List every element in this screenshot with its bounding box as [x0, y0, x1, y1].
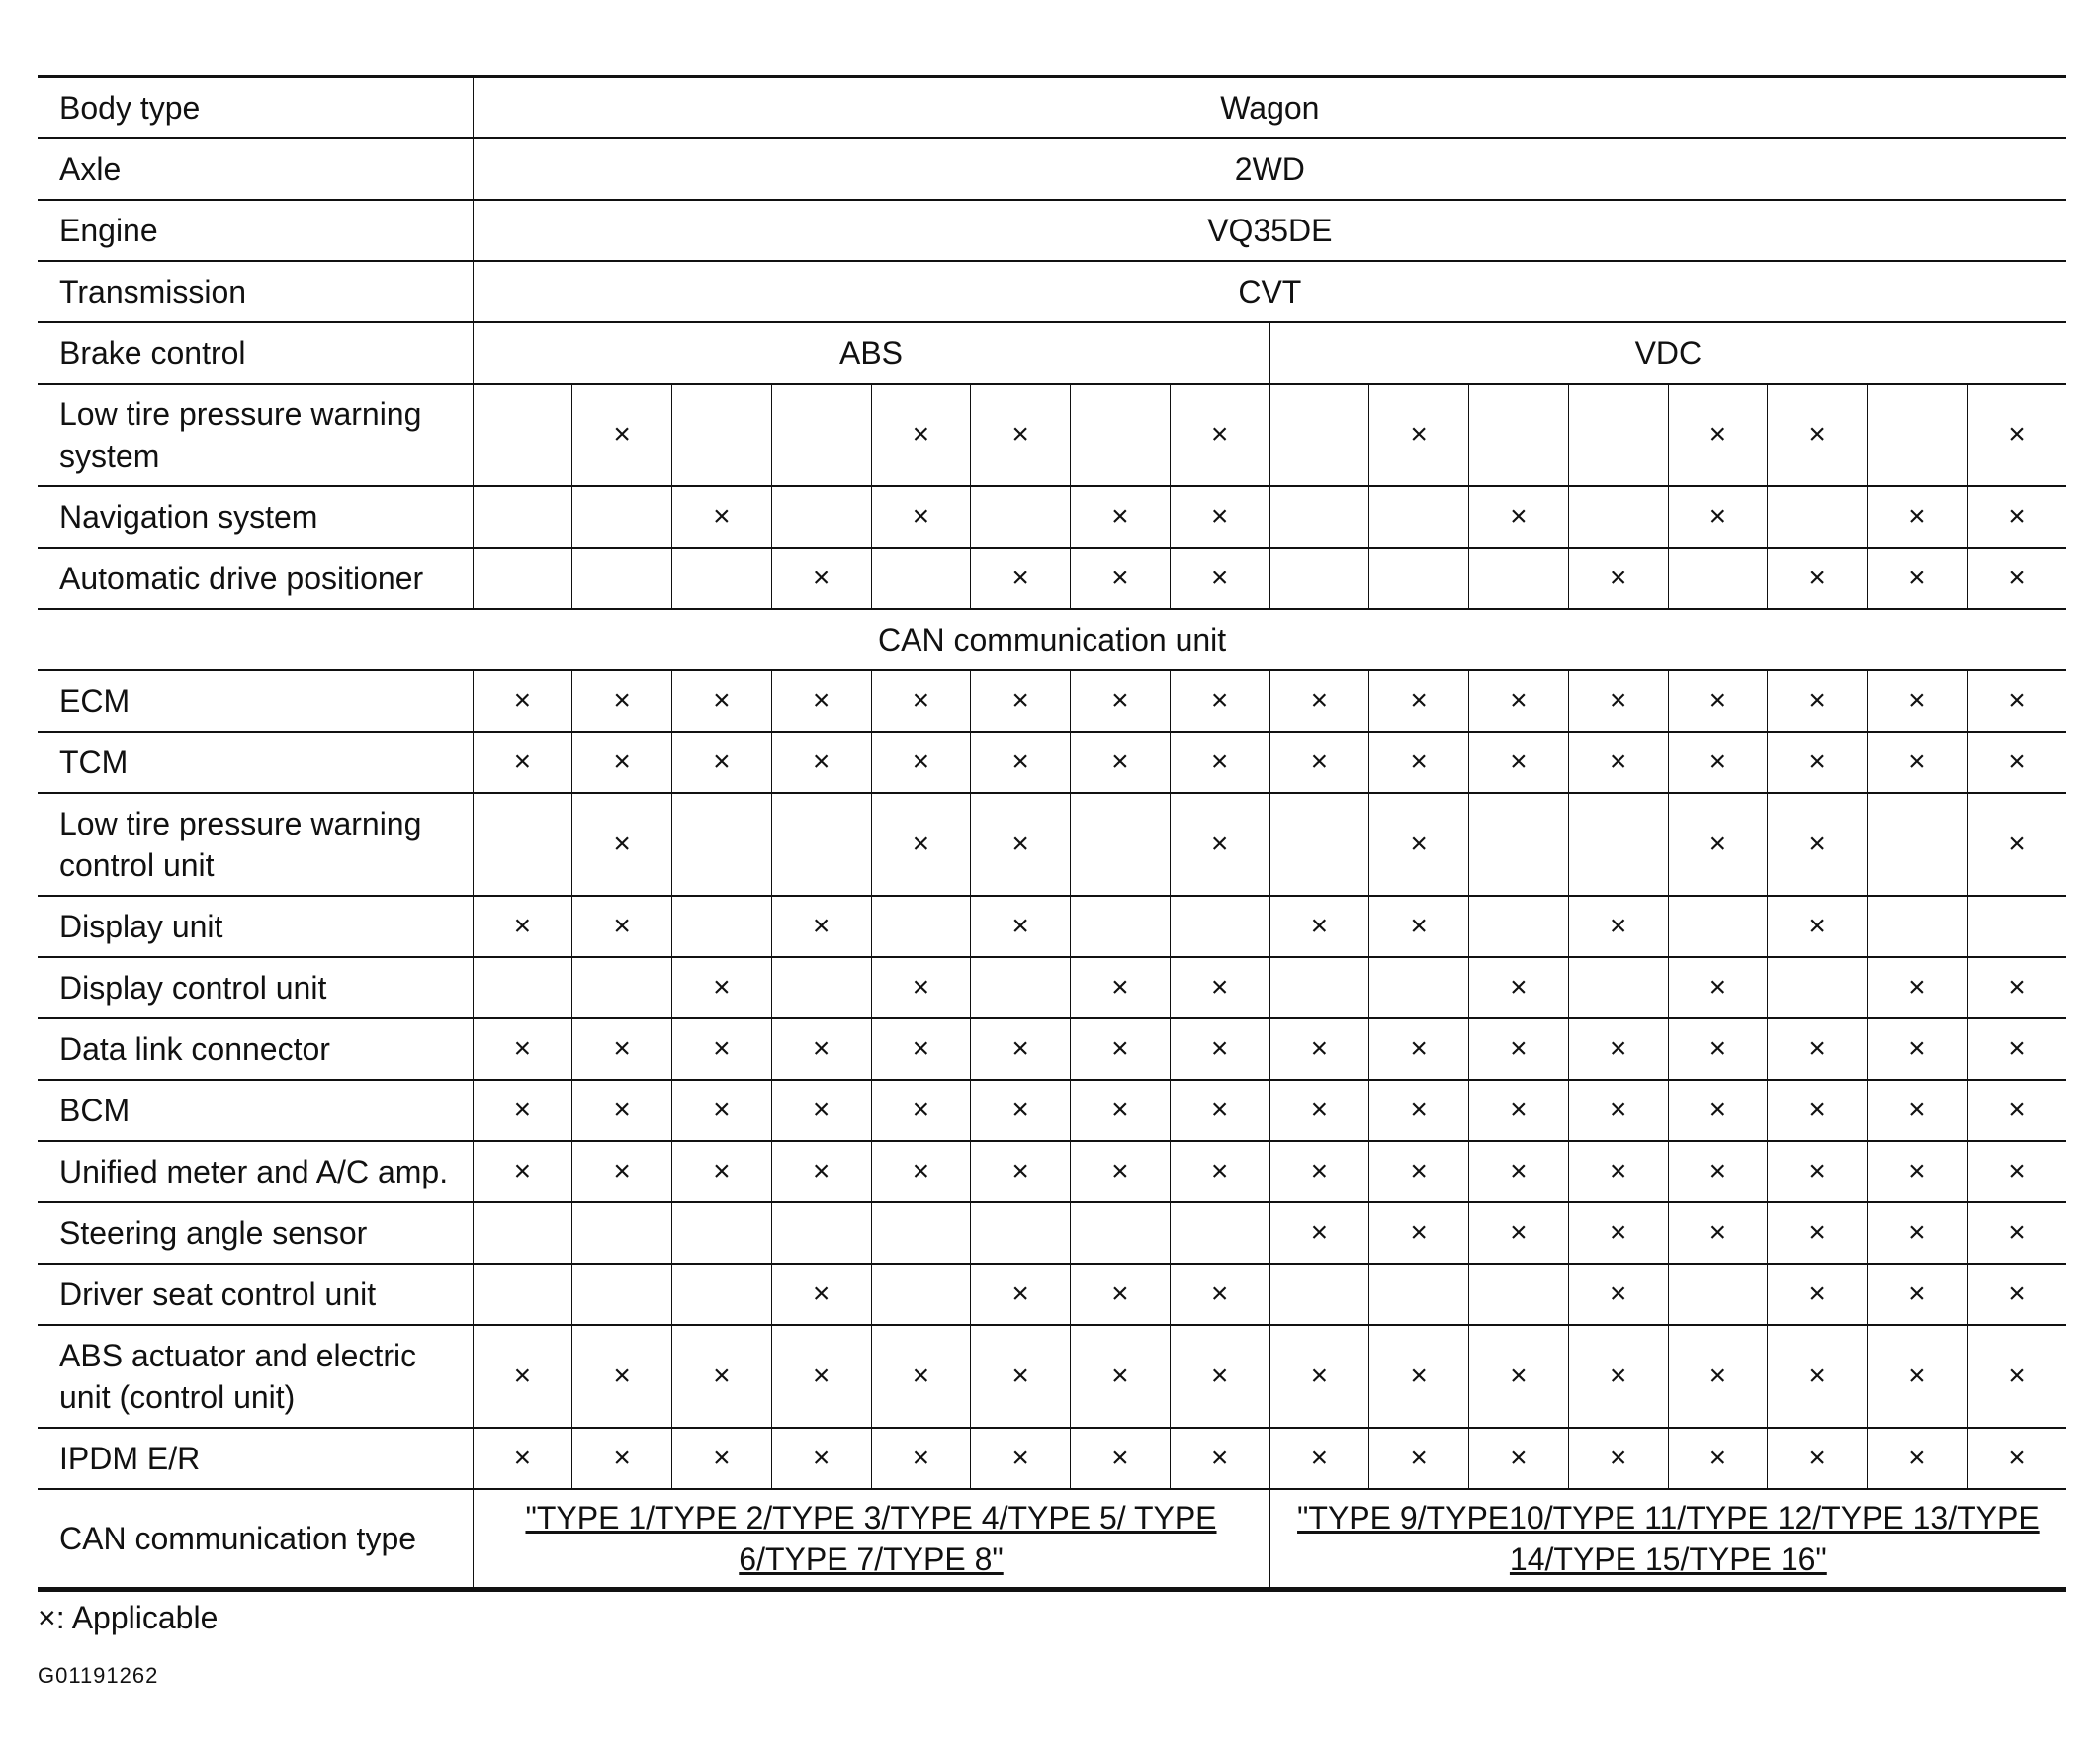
mark-cell: × [1967, 1018, 2066, 1080]
label-automatic-drive-positioner: Automatic drive positioner [38, 548, 473, 609]
mark-cell [1568, 793, 1668, 896]
mark-cell: × [1668, 1202, 1768, 1264]
mark-cell: × [1768, 1018, 1868, 1080]
mark-cell: × [1170, 957, 1269, 1018]
mark-cell: × [771, 548, 871, 609]
mark-cell: × [1868, 1018, 1968, 1080]
mark-cell [1269, 793, 1369, 896]
mark-cell: × [1269, 896, 1369, 957]
mark-cell [971, 957, 1071, 1018]
mark-cell: × [1170, 1080, 1269, 1141]
mark-cell: × [1369, 384, 1469, 486]
mark-cell: × [1967, 793, 2066, 896]
row-low-tire-pressure-warning-control-unit [38, 793, 2066, 896]
mark-cell: × [1170, 1141, 1269, 1202]
mark-cell: × [672, 1428, 772, 1489]
mark-cell: × [1568, 1325, 1668, 1428]
mark-cell: × [1568, 1141, 1668, 1202]
mark-cell: × [1668, 1018, 1768, 1080]
mark-cell: × [1469, 486, 1569, 548]
can-type-vdc-link[interactable]: "TYPE 9/TYPE10/TYPE 11/TYPE 12/TYPE 13/TYPE 14/TYPE 15/TYPE 16" [1269, 1489, 2066, 1590]
mark-cell: × [771, 1428, 871, 1489]
mark-cell: × [1868, 1264, 1968, 1325]
row-data-link-connector [38, 1018, 2066, 1080]
mark-cell [871, 548, 971, 609]
mark-cell: × [572, 1080, 672, 1141]
mark-cell [473, 793, 572, 896]
mark-cell: × [1568, 1428, 1668, 1489]
mark-cell: × [672, 670, 772, 732]
label-tcm: TCM [38, 732, 473, 793]
mark-cell: × [1369, 1141, 1469, 1202]
mark-cell: × [871, 1080, 971, 1141]
mark-cell [572, 1264, 672, 1325]
can-type-abs-link[interactable]: "TYPE 1/TYPE 2/TYPE 3/TYPE 4/TYPE 5/ TYPE 6/TYPE 7/TYPE 8" [473, 1489, 1269, 1590]
mark-cell: × [1768, 793, 1868, 896]
mark-cell [771, 957, 871, 1018]
mark-cell: × [1369, 732, 1469, 793]
mark-cell: × [1868, 670, 1968, 732]
mark-cell: × [1768, 1428, 1868, 1489]
mark-cell [1170, 1202, 1269, 1264]
mark-cell [473, 957, 572, 1018]
mark-cell: × [1071, 1264, 1171, 1325]
value-axle: 2WD [473, 138, 2066, 200]
mark-cell [1469, 896, 1569, 957]
label-bcm: BCM [38, 1080, 473, 1141]
mark-cell [771, 793, 871, 896]
row-abs-actuator-and-electric-unit-control-unit [38, 1325, 2066, 1428]
mark-cell: × [1568, 1080, 1668, 1141]
mark-cell: × [1768, 1202, 1868, 1264]
mark-cell [473, 1264, 572, 1325]
label-display-unit: Display unit [38, 896, 473, 957]
mark-cell: × [771, 896, 871, 957]
label-low-tire-pressure-warning-system: Low tire pressure warning system [38, 384, 473, 486]
mark-cell: × [971, 1428, 1071, 1489]
mark-cell: × [1568, 548, 1668, 609]
mark-cell: × [572, 1428, 672, 1489]
label-ecm: ECM [38, 670, 473, 732]
mark-cell [672, 793, 772, 896]
mark-cell: × [1768, 732, 1868, 793]
mark-cell: × [672, 1080, 772, 1141]
label-axle: Axle [38, 138, 473, 200]
mark-cell [771, 384, 871, 486]
mark-cell [1369, 957, 1469, 1018]
spec-table-body [38, 77, 2066, 1590]
mark-cell: × [871, 1018, 971, 1080]
mark-cell: × [1469, 670, 1569, 732]
row-section-title [38, 609, 2066, 670]
mark-cell: × [1568, 732, 1668, 793]
mark-cell: × [572, 1141, 672, 1202]
mark-cell: × [473, 732, 572, 793]
mark-cell: × [1967, 384, 2066, 486]
mark-cell [1668, 896, 1768, 957]
mark-cell: × [871, 1428, 971, 1489]
row-display-control-unit [38, 957, 2066, 1018]
mark-cell: × [1269, 1202, 1369, 1264]
mark-cell [771, 486, 871, 548]
mark-cell: × [1269, 1018, 1369, 1080]
mark-cell [572, 548, 672, 609]
mark-cell [1269, 384, 1369, 486]
mark-cell [1469, 548, 1569, 609]
mark-cell: × [473, 1080, 572, 1141]
mark-cell: × [1469, 732, 1569, 793]
mark-cell [1071, 793, 1171, 896]
mark-cell: × [1269, 670, 1369, 732]
mark-cell [672, 896, 772, 957]
mark-cell: × [1868, 1080, 1968, 1141]
label-navigation-system: Navigation system [38, 486, 473, 548]
mark-cell: × [572, 670, 672, 732]
mark-cell: × [572, 732, 672, 793]
mark-cell: × [971, 1141, 1071, 1202]
mark-cell: × [1868, 486, 1968, 548]
mark-cell [1071, 1202, 1171, 1264]
mark-cell: × [1269, 1325, 1369, 1428]
mark-cell [871, 1202, 971, 1264]
mark-cell: × [1369, 793, 1469, 896]
mark-cell: × [871, 732, 971, 793]
mark-cell: × [1768, 1325, 1868, 1428]
mark-cell [871, 896, 971, 957]
mark-cell: × [1868, 548, 1968, 609]
mark-cell: × [473, 1325, 572, 1428]
mark-cell: × [473, 1141, 572, 1202]
mark-cell [971, 486, 1071, 548]
mark-cell [1469, 384, 1569, 486]
mark-cell [1369, 548, 1469, 609]
mark-cell [672, 548, 772, 609]
mark-cell: × [1071, 548, 1171, 609]
mark-cell: × [1170, 384, 1269, 486]
row-ipdm-e-r [38, 1428, 2066, 1489]
mark-cell: × [672, 1018, 772, 1080]
mark-cell: × [1668, 732, 1768, 793]
mark-cell: × [1071, 1018, 1171, 1080]
mark-cell: × [771, 670, 871, 732]
mark-cell: × [1868, 1141, 1968, 1202]
mark-cell: × [1469, 1325, 1569, 1428]
figure-id: G01191262 [38, 1663, 159, 1688]
mark-cell [473, 384, 572, 486]
mark-cell [1868, 384, 1968, 486]
label-low-tire-pressure-warning-control-unit: Low tire pressure warning control unit [38, 793, 473, 896]
row-engine [38, 200, 2066, 261]
label-abs-actuator-and-electric-unit-control-unit: ABS actuator and electric unit (control unit) [38, 1325, 473, 1428]
mark-cell: × [1967, 1141, 2066, 1202]
row-automatic-drive-positioner [38, 548, 2066, 609]
mark-cell: × [1768, 670, 1868, 732]
mark-cell: × [1071, 670, 1171, 732]
mark-cell: × [1668, 793, 1768, 896]
mark-cell: × [1568, 1202, 1668, 1264]
mark-cell [1269, 486, 1369, 548]
mark-cell: × [771, 1325, 871, 1428]
mark-cell [1071, 896, 1171, 957]
mark-cell: × [1868, 732, 1968, 793]
mark-cell [771, 1202, 871, 1264]
mark-cell: × [1170, 793, 1269, 896]
mark-cell: × [871, 793, 971, 896]
mark-cell: × [1369, 1018, 1469, 1080]
mark-cell: × [1868, 1202, 1968, 1264]
mark-cell: × [1071, 732, 1171, 793]
row-display-unit [38, 896, 2066, 957]
mark-cell: × [1170, 1428, 1269, 1489]
mark-cell: × [871, 384, 971, 486]
mark-cell: × [871, 670, 971, 732]
row-tcm [38, 732, 2066, 793]
row-steering-angle-sensor [38, 1202, 2066, 1264]
mark-cell: × [1967, 957, 2066, 1018]
mark-cell [1768, 957, 1868, 1018]
mark-cell [473, 1202, 572, 1264]
row-brake-control [38, 322, 2066, 384]
mark-cell: × [1269, 1141, 1369, 1202]
mark-cell [1269, 1264, 1369, 1325]
value-engine: VQ35DE [473, 200, 2066, 261]
mark-cell: × [1469, 1018, 1569, 1080]
mark-cell: × [1071, 1428, 1171, 1489]
mark-cell: × [871, 486, 971, 548]
mark-cell: × [1170, 670, 1269, 732]
mark-cell [971, 1202, 1071, 1264]
mark-cell: × [971, 1264, 1071, 1325]
label-display-control-unit: Display control unit [38, 957, 473, 1018]
mark-cell: × [1768, 384, 1868, 486]
mark-cell [572, 486, 672, 548]
mark-cell: × [1469, 1141, 1569, 1202]
mark-cell [1469, 793, 1569, 896]
mark-cell: × [1668, 1428, 1768, 1489]
mark-cell [1668, 548, 1768, 609]
mark-cell: × [1668, 1325, 1768, 1428]
mark-cell: × [1469, 957, 1569, 1018]
mark-cell: × [971, 548, 1071, 609]
label-data-link-connector: Data link connector [38, 1018, 473, 1080]
label-transmission: Transmission [38, 261, 473, 322]
mark-cell: × [672, 1141, 772, 1202]
mark-cell [1369, 1264, 1469, 1325]
mark-cell: × [672, 486, 772, 548]
mark-cell: × [1369, 1202, 1469, 1264]
mark-cell: × [1170, 732, 1269, 793]
mark-cell: × [1568, 670, 1668, 732]
mark-cell: × [1967, 1325, 2066, 1428]
mark-cell: × [871, 957, 971, 1018]
mark-cell: × [1668, 486, 1768, 548]
mark-cell: × [1967, 548, 2066, 609]
mark-cell: × [1469, 1202, 1569, 1264]
mark-cell: × [1369, 1325, 1469, 1428]
mark-cell [1369, 486, 1469, 548]
row-ecm [38, 670, 2066, 732]
mark-cell [1269, 957, 1369, 1018]
mark-cell [1568, 384, 1668, 486]
mark-cell: × [1369, 1080, 1469, 1141]
mark-cell: × [1967, 1202, 2066, 1264]
mark-cell: × [672, 732, 772, 793]
mark-cell: × [1668, 670, 1768, 732]
section-title: CAN communication unit [38, 609, 2066, 670]
label-steering-angle-sensor: Steering angle sensor [38, 1202, 473, 1264]
label-ipdm-e-r: IPDM E/R [38, 1428, 473, 1489]
mark-cell: × [1768, 1141, 1868, 1202]
row-low-tire-pressure-warning-system [38, 384, 2066, 486]
mark-cell: × [1269, 1080, 1369, 1141]
value-transmission: CVT [473, 261, 2066, 322]
mark-cell [672, 1202, 772, 1264]
mark-cell: × [971, 793, 1071, 896]
mark-cell: × [1170, 1264, 1269, 1325]
mark-cell: × [1668, 384, 1768, 486]
mark-cell [1269, 548, 1369, 609]
mark-cell: × [1668, 1141, 1768, 1202]
mark-cell: × [971, 384, 1071, 486]
mark-cell: × [1568, 1018, 1668, 1080]
mark-cell: × [1868, 1428, 1968, 1489]
row-driver-seat-control-unit [38, 1264, 2066, 1325]
mark-cell [871, 1264, 971, 1325]
mark-cell: × [572, 793, 672, 896]
mark-cell: × [1469, 1428, 1569, 1489]
label-driver-seat-control-unit: Driver seat control unit [38, 1264, 473, 1325]
applicable-footnote: ×: Applicable [38, 1600, 219, 1635]
mark-cell: × [871, 1325, 971, 1428]
mark-cell [1071, 384, 1171, 486]
mark-cell: × [473, 1018, 572, 1080]
mark-cell: × [771, 1141, 871, 1202]
mark-cell: × [572, 384, 672, 486]
mark-cell: × [1170, 1018, 1269, 1080]
mark-cell: × [1967, 1080, 2066, 1141]
value-brake-abs: ABS [473, 322, 1269, 384]
mark-cell: × [1668, 957, 1768, 1018]
mark-cell: × [1768, 548, 1868, 609]
mark-cell: × [771, 1080, 871, 1141]
mark-cell: × [1071, 486, 1171, 548]
row-unified-meter-and-a-c-amp [38, 1141, 2066, 1202]
mark-cell: × [1768, 1264, 1868, 1325]
mark-cell: × [1668, 1080, 1768, 1141]
mark-cell: × [971, 896, 1071, 957]
mark-cell: × [1469, 1080, 1569, 1141]
mark-cell: × [1269, 1428, 1369, 1489]
mark-cell: × [971, 732, 1071, 793]
label-unified-meter-and-a-c-amp: Unified meter and A/C amp. [38, 1141, 473, 1202]
mark-cell: × [871, 1141, 971, 1202]
mark-cell: × [1071, 1141, 1171, 1202]
mark-cell: × [771, 1264, 871, 1325]
mark-cell [1469, 1264, 1569, 1325]
mark-cell [1568, 486, 1668, 548]
mark-cell: × [572, 1325, 672, 1428]
label-body-type: Body type [38, 77, 473, 138]
mark-cell: × [1568, 896, 1668, 957]
mark-cell [473, 548, 572, 609]
mark-cell: × [1768, 896, 1868, 957]
mark-cell [1568, 957, 1668, 1018]
mark-cell: × [1868, 1325, 1968, 1428]
row-can-communication-type [38, 1489, 2066, 1590]
row-body-type [38, 77, 2066, 138]
mark-cell: × [1369, 670, 1469, 732]
mark-cell: × [1967, 670, 2066, 732]
mark-cell: × [1967, 486, 2066, 548]
mark-cell: × [1967, 1428, 2066, 1489]
mark-cell: × [1967, 732, 2066, 793]
mark-cell: × [1269, 732, 1369, 793]
mark-cell: × [1170, 1325, 1269, 1428]
mark-cell [572, 957, 672, 1018]
mark-cell [1967, 896, 2066, 957]
mark-cell: × [1568, 1264, 1668, 1325]
mark-cell: × [1170, 548, 1269, 609]
mark-cell: × [473, 1428, 572, 1489]
mark-cell [1868, 793, 1968, 896]
mark-cell: × [1369, 896, 1469, 957]
can-system-spec-table [38, 75, 2066, 1592]
mark-cell: × [672, 957, 772, 1018]
label-brake-control: Brake control [38, 322, 473, 384]
label-engine: Engine [38, 200, 473, 261]
value-body-type: Wagon [473, 77, 2066, 138]
value-brake-vdc: VDC [1269, 322, 2066, 384]
mark-cell: × [672, 1325, 772, 1428]
row-navigation-system [38, 486, 2066, 548]
mark-cell: × [971, 1325, 1071, 1428]
mark-cell [1868, 896, 1968, 957]
mark-cell: × [1071, 1080, 1171, 1141]
mark-cell: × [572, 1018, 672, 1080]
label-can-communication-type: CAN communication type [38, 1489, 473, 1590]
mark-cell: × [1071, 1325, 1171, 1428]
mark-cell: × [1369, 1428, 1469, 1489]
mark-cell: × [1170, 486, 1269, 548]
row-transmission [38, 261, 2066, 322]
mark-cell: × [971, 670, 1071, 732]
mark-cell [473, 486, 572, 548]
mark-cell: × [771, 1018, 871, 1080]
mark-cell: × [572, 896, 672, 957]
row-axle [38, 138, 2066, 200]
spec-table [38, 75, 2066, 1592]
mark-cell [1170, 896, 1269, 957]
mark-cell [1768, 486, 1868, 548]
mark-cell: × [971, 1080, 1071, 1141]
mark-cell: × [1071, 957, 1171, 1018]
mark-cell: × [971, 1018, 1071, 1080]
mark-cell [672, 1264, 772, 1325]
mark-cell: × [771, 732, 871, 793]
mark-cell: × [1868, 957, 1968, 1018]
mark-cell: × [473, 896, 572, 957]
mark-cell [672, 384, 772, 486]
mark-cell: × [1967, 1264, 2066, 1325]
mark-cell [1668, 1264, 1768, 1325]
mark-cell: × [473, 670, 572, 732]
mark-cell [572, 1202, 672, 1264]
mark-cell: × [1768, 1080, 1868, 1141]
row-bcm [38, 1080, 2066, 1141]
